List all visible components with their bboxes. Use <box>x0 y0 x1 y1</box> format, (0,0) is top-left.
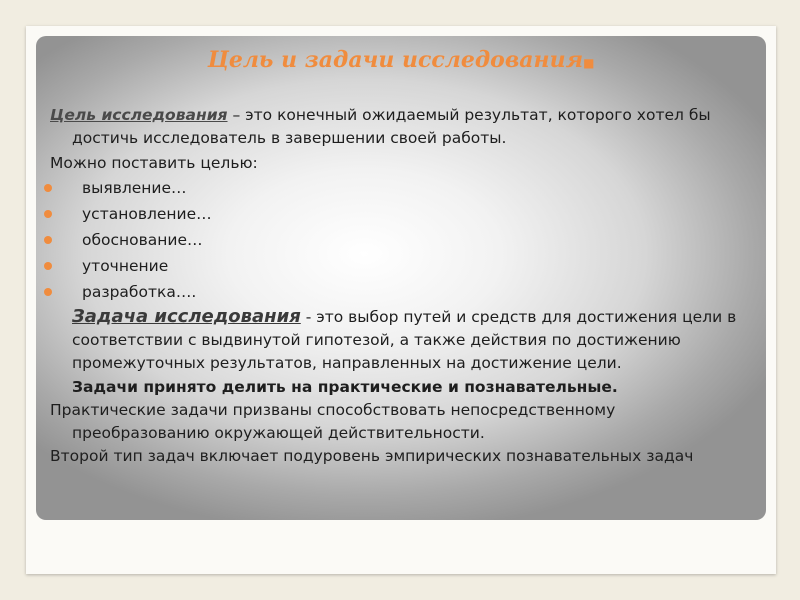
list-item <box>44 175 750 201</box>
list-item <box>44 253 750 279</box>
bullet-dot-icon <box>44 210 52 218</box>
practical-tasks: Практические задачи призваны способствовать непосредственному преобразованию окружающей действительности. <box>50 401 616 442</box>
task-term: Задача исследования <box>72 306 301 327</box>
bullet-dot-icon <box>44 236 52 244</box>
task-definition <box>50 305 750 375</box>
bullet-dot-icon <box>44 184 52 192</box>
bullet-dot-icon <box>44 262 52 270</box>
bullet-text: выявление… <box>82 179 187 197</box>
tasks-divided: Задачи принято делить на практические и познавательные. <box>72 378 618 396</box>
goal-definition <box>50 104 750 150</box>
slide-body <box>50 104 750 468</box>
can-set-goal: Можно поставить целью: <box>50 154 258 172</box>
goal-term: Цель исследования <box>50 106 228 124</box>
bullet-text: разработка…. <box>82 283 197 301</box>
bullet-text: установление… <box>82 205 212 223</box>
goal-bullet-list <box>44 175 750 305</box>
slide-title <box>36 40 766 83</box>
list-item <box>44 227 750 253</box>
slide-title-text: Цель и задачи исследования <box>207 47 584 73</box>
task-text: - это выбор путей и средств для достижения цели в соответствии с выдвинутой гипотезой, а также действия по достижению промежуточных результатов, направленных на достижение цели. <box>72 308 737 372</box>
list-item <box>44 279 750 305</box>
list-item <box>44 201 750 227</box>
title-mark-icon: ■ <box>583 56 595 70</box>
bullet-text: уточнение <box>82 257 169 275</box>
second-type-tasks: Второй тип задач включает подуровень эмпирических познавательных задач <box>50 447 694 465</box>
goal-text: – это конечный ожидаемый результат, которого хотел бы достичь исследователь в завершении своей работы. <box>72 106 711 147</box>
bullet-dot-icon <box>44 288 52 296</box>
bullet-text: обоснование… <box>82 231 203 249</box>
